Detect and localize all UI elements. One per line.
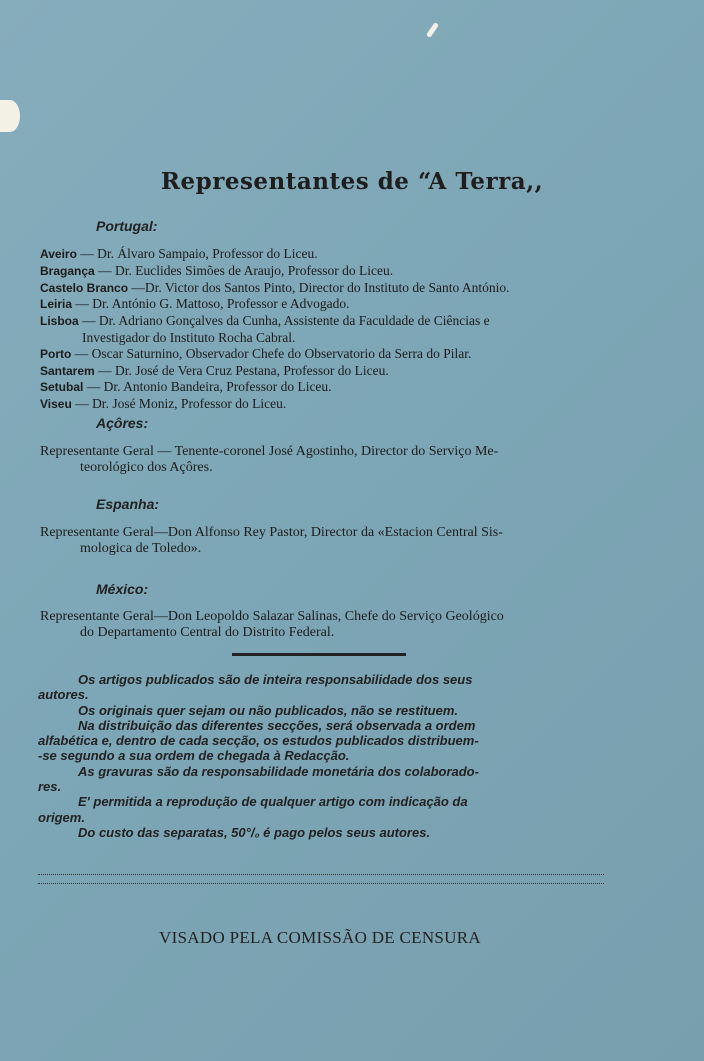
- representative-text: Investigador do Instituto Rocha Cabral.: [82, 329, 296, 345]
- paper-fleck: [426, 22, 439, 38]
- mexico-representative: [40, 609, 616, 640]
- mexico-line-1: Representante Geral—Don Leopoldo Salazar Salinas, Chefe do Serviço Geológico: [40, 609, 504, 624]
- acores-representative: [40, 444, 616, 475]
- acores-line-2: teorológico dos Açôres.: [80, 459, 213, 475]
- representative-text: — Dr. Antonio Bandeira, Professor do Liceu.: [86, 379, 332, 395]
- note-line: As gravuras são da responsabilidade monetária dos colaborado-: [78, 763, 479, 779]
- espanha-line-2: mologica de Toledo».: [80, 540, 202, 556]
- espanha-representative: [40, 525, 616, 556]
- list-item: [40, 396, 640, 413]
- dotted-rule-top: [38, 874, 604, 875]
- place-name: Setubal: [40, 380, 84, 395]
- list-item: [40, 246, 640, 263]
- note-line: E' permitida a reprodução de qualquer artigo com indicação da: [78, 794, 468, 810]
- paper-fleck: [0, 100, 20, 132]
- espanha-line-1: Representante Geral—Don Alfonso Rey Pastor, Director da «Estacion Central Sis-: [40, 525, 503, 540]
- note-line: autores.: [38, 687, 89, 703]
- list-item: [40, 346, 640, 363]
- editorial-notes: [38, 672, 618, 840]
- note-line: Os originais quer sejam ou não publicados, não se restituem.: [78, 702, 458, 718]
- dotted-rule-bottom: [38, 883, 604, 884]
- representative-text: — Oscar Saturnino, Observador Chefe do Observatorio da Serra do Pilar.: [74, 345, 472, 361]
- place-name: Lisboa: [40, 314, 79, 329]
- section-heading-acores: Açôres:: [96, 415, 149, 431]
- section-divider: [232, 653, 406, 656]
- note-line: res.: [38, 779, 62, 795]
- place-name: Aveiro: [40, 247, 77, 261]
- note-line: -se segundo a sua ordem de chegada à Redacção.: [38, 748, 350, 764]
- portugal-representatives-list: [40, 246, 640, 413]
- list-item: [40, 313, 640, 330]
- list-item: [40, 379, 640, 396]
- representative-text: — Dr. José Moniz, Professor do Liceu.: [75, 396, 287, 412]
- representative-text: — Dr. António G. Mattoso, Professor e Advogado.: [75, 296, 350, 312]
- censorship-stamp-text: VISADO PELA COMISSÃO DE CENSURA: [159, 928, 481, 947]
- representative-text: — Dr. Euclides Simões de Araujo, Professor do Liceu.: [98, 262, 394, 278]
- place-name: Castelo Branco: [40, 280, 129, 295]
- note-line: Do custo das separatas, 50°/₀ é pago pelos seus autores.: [78, 824, 431, 840]
- section-heading-portugal: Portugal:: [96, 218, 158, 234]
- note-line: origem.: [38, 809, 85, 825]
- acores-line-1: Representante Geral — Tenente-coronel José Agostinho, Director do Serviço Me-: [40, 444, 499, 459]
- list-item: [40, 280, 640, 297]
- place-name: Bragança: [40, 263, 95, 278]
- section-heading-mexico: México:: [96, 581, 149, 597]
- place-name: Santarem: [40, 363, 95, 378]
- representative-text: —Dr. Victor dos Santos Pinto, Director do Instituto de Santo António.: [131, 279, 510, 295]
- representative-text: — Dr. Álvaro Sampaio, Professor do Liceu.: [80, 246, 318, 261]
- list-item: [40, 263, 640, 280]
- page-title: Representantes de “A Terra,,: [160, 168, 544, 195]
- note-line: Os artigos publicados são de inteira responsabilidade dos seus: [78, 672, 473, 687]
- place-name: Porto: [40, 346, 72, 361]
- mexico-line-2: do Departamento Central do Distrito Federal.: [80, 624, 335, 640]
- section-heading-espanha: Espanha:: [96, 496, 160, 512]
- note-line: alfabética e, dentro de cada secção, os estudos publicados distribuem-: [38, 733, 479, 749]
- list-item: [40, 296, 640, 313]
- place-name: Leiria: [40, 297, 73, 312]
- list-item: [40, 363, 640, 380]
- list-item-continuation: [40, 330, 640, 346]
- representative-text: — Dr. Adriano Gonçalves da Cunha, Assistente da Faculdade de Ciências e: [82, 313, 490, 329]
- place-name: Viseu: [40, 397, 72, 412]
- note-line: Na distribuição das diferentes secções, será observada a ordem: [78, 717, 476, 733]
- representative-text: — Dr. José de Vera Cruz Pestana, Professor do Liceu.: [98, 362, 389, 378]
